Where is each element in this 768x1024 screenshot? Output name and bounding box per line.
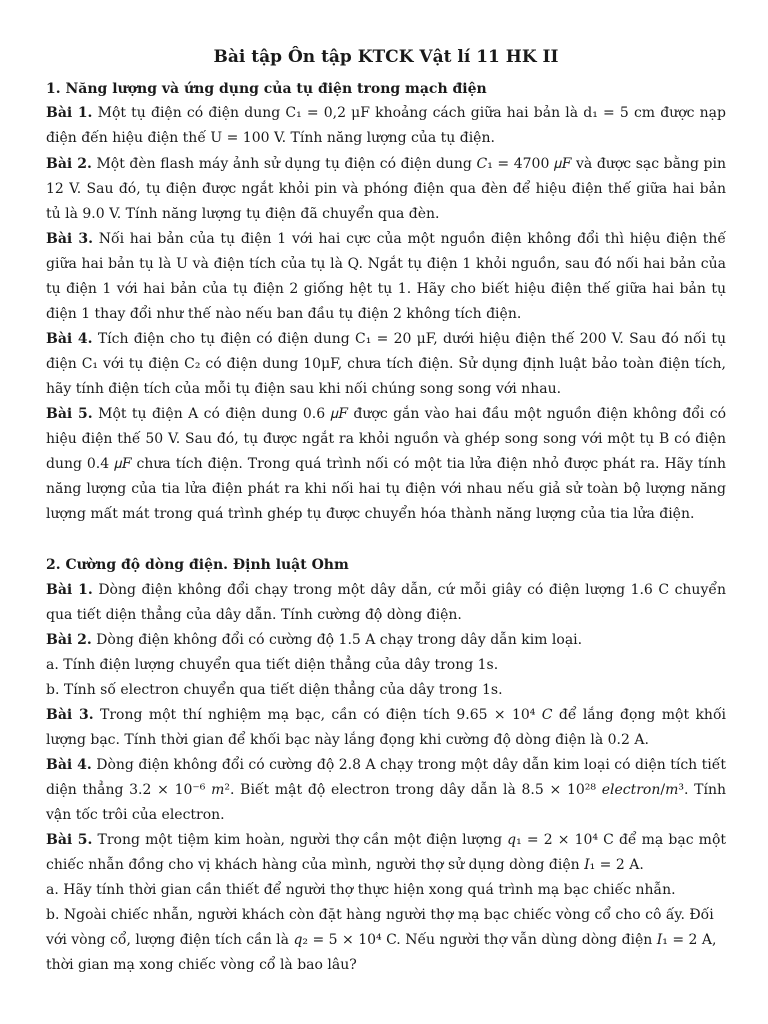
section-heading-1: 1. Năng lượng và ứng dụng của tụ điện trong mạch điện (46, 80, 487, 97)
exercise-text: Một đèn flash máy ảnh sử dụng tụ điện có điện dung 𝐶₁ = 4700 𝜇𝐹 và được sạc bằng pin 12 V. Sau đó, tụ điện được ngắt khỏi pin và phóng điện qua đèn để hiệu điện thế giữa hai bản tủ là 9.0 V. Tính năng lượng tụ điện đã chuyển qua đèn. (46, 155, 726, 222)
exercise-text: Tích điện cho tụ điện có điện dung C₁ = 20 μF, dưới hiệu điện thế 200 V. Sau đó nối tụ điện C₁ với tụ điện C₂ có điện dung 10μF, chưa tích điện. Sử dụng định luật bảo toàn điện tích, hãy tính điện tích của mỗi tụ điện sau khi nối chúng song song với nhau. (46, 330, 726, 397)
section-1-body (46, 101, 726, 527)
sub-question: b. Tính số electron chuyển qua tiết diện thẳng của dây trong 1s. (46, 681, 503, 698)
exercise-item (46, 828, 726, 878)
exercise-label: Bài 2. (46, 631, 92, 648)
exercise-item (46, 327, 726, 402)
exercise-label: Bài 1. (46, 581, 93, 598)
exercise-label: Bài 4. (46, 757, 92, 774)
exercise-text: Trong một tiệm kim hoàn, người thợ cần một điện lượng 𝑞₁ = 2 × 10⁴ C để mạ bạc một chiếc nhẫn đồng cho vị khách hàng của mình, người thợ sử dụng dòng điện 𝐼₁ = 2 A. (46, 832, 726, 874)
sub-question: a. Tính điện lượng chuyển qua tiết diện thẳng của dây trong 1s. (46, 656, 499, 673)
exercise-item (46, 628, 726, 653)
exercise-item (46, 152, 726, 227)
exercise-item (46, 101, 726, 151)
exercise-label: Bài 4. (46, 330, 93, 347)
sub-question: a. Hãy tính thời gian cần thiết để người thợ thực hiện xong quá trình mạ bạc chiếc nhẫn. (46, 882, 676, 899)
exercise-text: Một tụ điện có điện dung C₁ = 0,2 μF khoảng cách giữa hai bản là d₁ = 5 cm được nạp điện đến hiệu điện thế U = 100 V. Tính năng lượng của tụ điện. (46, 105, 726, 147)
exercise-text: Dòng điện không đổi có cường độ 1.5 A chạy trong dây dẫn kim loại. (96, 631, 583, 648)
sub-question: b. Ngoài chiếc nhẫn, người khách còn đặt hàng người thợ mạ bạc chiếc vòng cổ cho cô ấy. Đối với vòng cổ, lượng điện tích cần là 𝑞₂ = 5 × 10⁴ C. Nếu người thợ vẫn dùng dòng điện 𝐼₁ = 2 A, thời gian mạ xong chiếc vòng cổ là bao lâu? (46, 907, 717, 974)
exercise-item (46, 578, 726, 628)
exercise-item (46, 753, 726, 828)
exercise-item (46, 703, 726, 753)
exercise-label: Bài 2. (46, 155, 92, 172)
exercise-text: Dòng điện không đổi chạy trong một dây dẫn, cứ mỗi giây có điện lượng 1.6 C chuyển qua tiết diện thẳng của dây dẫn. Tính cường độ dòng điện. (46, 581, 726, 623)
exercise-text: Trong một thí nghiệm mạ bạc, cần có điện tích 9.65 × 10⁴ 𝐶 để lắng đọng một khối lượng bạc. Tính thời gian để khối bạc này lắng đọng khi cường độ dòng điện là 0.2 A. (46, 706, 726, 749)
exercise-text: Nối hai bản của tụ điện 1 với hai cực của một nguồn điện không đổi thì hiệu điện thế giữa hai bản tụ là U và điện tích của tụ là Q. Ngắt tụ điện 1 khỏi nguồn, sau đó nối hai bản của tụ điện 1 với hai bản của tụ điện 2 giống hệt tụ 1. Hãy cho biết hiệu điện thế giữa hai bản tụ điện 1 thay đổi như thế nào nếu ban đầu tụ điện 2 không tích điện. (46, 230, 726, 322)
exercise-item (46, 402, 726, 527)
exercise-label: Bài 1. (46, 105, 93, 122)
section-2-body (46, 578, 726, 979)
section-heading-2: 2. Cường độ dòng điện. Định luật Ohm (46, 557, 349, 574)
section-gap (46, 527, 726, 553)
exercise-text: Dòng điện không đổi có cường độ 2.8 A chạy trong một dây dẫn kim loại có diện tích tiết diện thẳng 3.2 × 10⁻⁶ 𝑚². Biết mật độ electron trong dây dẫn là 8.5 × 10²⁸ 𝑒𝑙𝑒𝑐𝑡𝑟𝑜𝑛/𝑚³. Tính vận tốc trôi của electron. (46, 757, 726, 824)
exercise-text: Một tụ điện A có điện dung 0.6 𝜇𝐹 được gắn vào hai đầu một nguồn điện không đổi có hiệu điện thế 50 V. Sau đó, tụ được ngắt ra khỏi nguồn và ghép song song với một tụ B có điện dung 0.4 𝜇𝐹 chưa tích điện. Trong quá trình nối có một tia lửa điện nhỏ được phát ra. Hãy tính năng lượng của tia lửa điện phát ra khi nối hai tụ điện với nhau nếu giả sử toàn bộ lượng năng lượng mất mát trong quá trình ghép tụ được chuyển hóa thành năng lượng của tia lửa điện. (46, 406, 727, 523)
exercise-label: Bài 5. (46, 832, 93, 849)
exercise-label: Bài 5. (46, 406, 93, 422)
exercise-item (46, 227, 726, 327)
page-title: Bài tập Ôn tập KTCK Vật lí 11 HK II (213, 47, 559, 67)
exercise-label: Bài 3. (46, 230, 94, 247)
exercise-label: Bài 3. (46, 706, 94, 723)
